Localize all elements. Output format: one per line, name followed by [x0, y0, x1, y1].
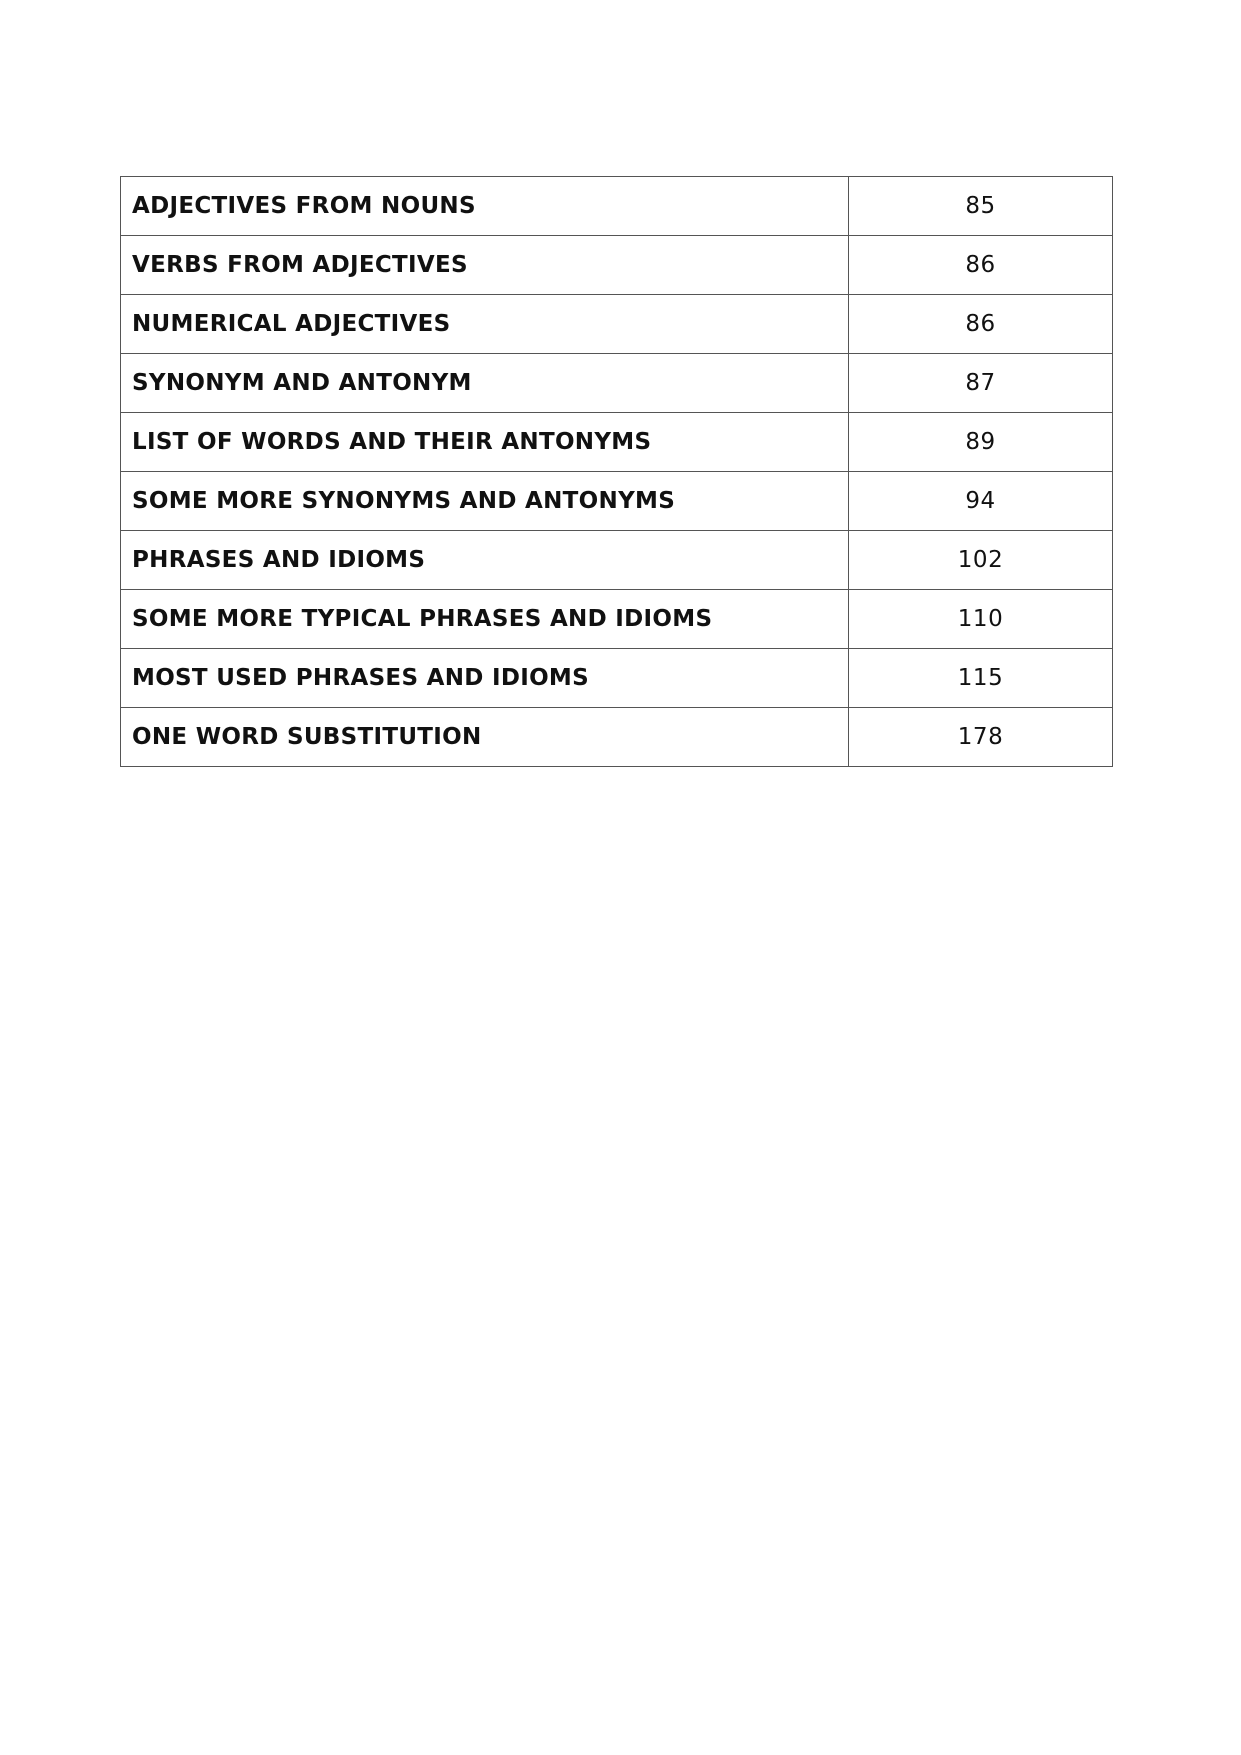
table-row — [121, 531, 1113, 590]
page-number-cell: 102 — [849, 531, 1113, 590]
page-number-cell: 89 — [849, 413, 1113, 472]
table-row — [121, 354, 1113, 413]
topic-cell: ADJECTIVES FROM NOUNS — [121, 177, 849, 236]
topic-cell: VERBS FROM ADJECTIVES — [121, 236, 849, 295]
topic-cell: LIST OF WORDS AND THEIR ANTONYMS — [121, 413, 849, 472]
page-number-cell: 115 — [849, 649, 1113, 708]
table-row — [121, 649, 1113, 708]
table-row — [121, 295, 1113, 354]
topic-cell: SOME MORE TYPICAL PHRASES AND IDIOMS — [121, 590, 849, 649]
page-number-cell: 86 — [849, 295, 1113, 354]
page-number-cell: 94 — [849, 472, 1113, 531]
table-row — [121, 590, 1113, 649]
table-row — [121, 236, 1113, 295]
topic-cell: PHRASES AND IDIOMS — [121, 531, 849, 590]
table-of-contents — [120, 176, 1113, 767]
page-number-cell: 110 — [849, 590, 1113, 649]
topic-cell: NUMERICAL ADJECTIVES — [121, 295, 849, 354]
page-number-cell: 178 — [849, 708, 1113, 767]
topic-cell: SYNONYM AND ANTONYM — [121, 354, 849, 413]
topic-cell: MOST USED PHRASES AND IDIOMS — [121, 649, 849, 708]
page-number-cell: 86 — [849, 236, 1113, 295]
topic-cell: SOME MORE SYNONYMS AND ANTONYMS — [121, 472, 849, 531]
table-row — [121, 413, 1113, 472]
page-number-cell: 85 — [849, 177, 1113, 236]
topic-cell: ONE WORD SUBSTITUTION — [121, 708, 849, 767]
table-row — [121, 177, 1113, 236]
page-number-cell: 87 — [849, 354, 1113, 413]
table-row — [121, 472, 1113, 531]
table-row — [121, 708, 1113, 767]
